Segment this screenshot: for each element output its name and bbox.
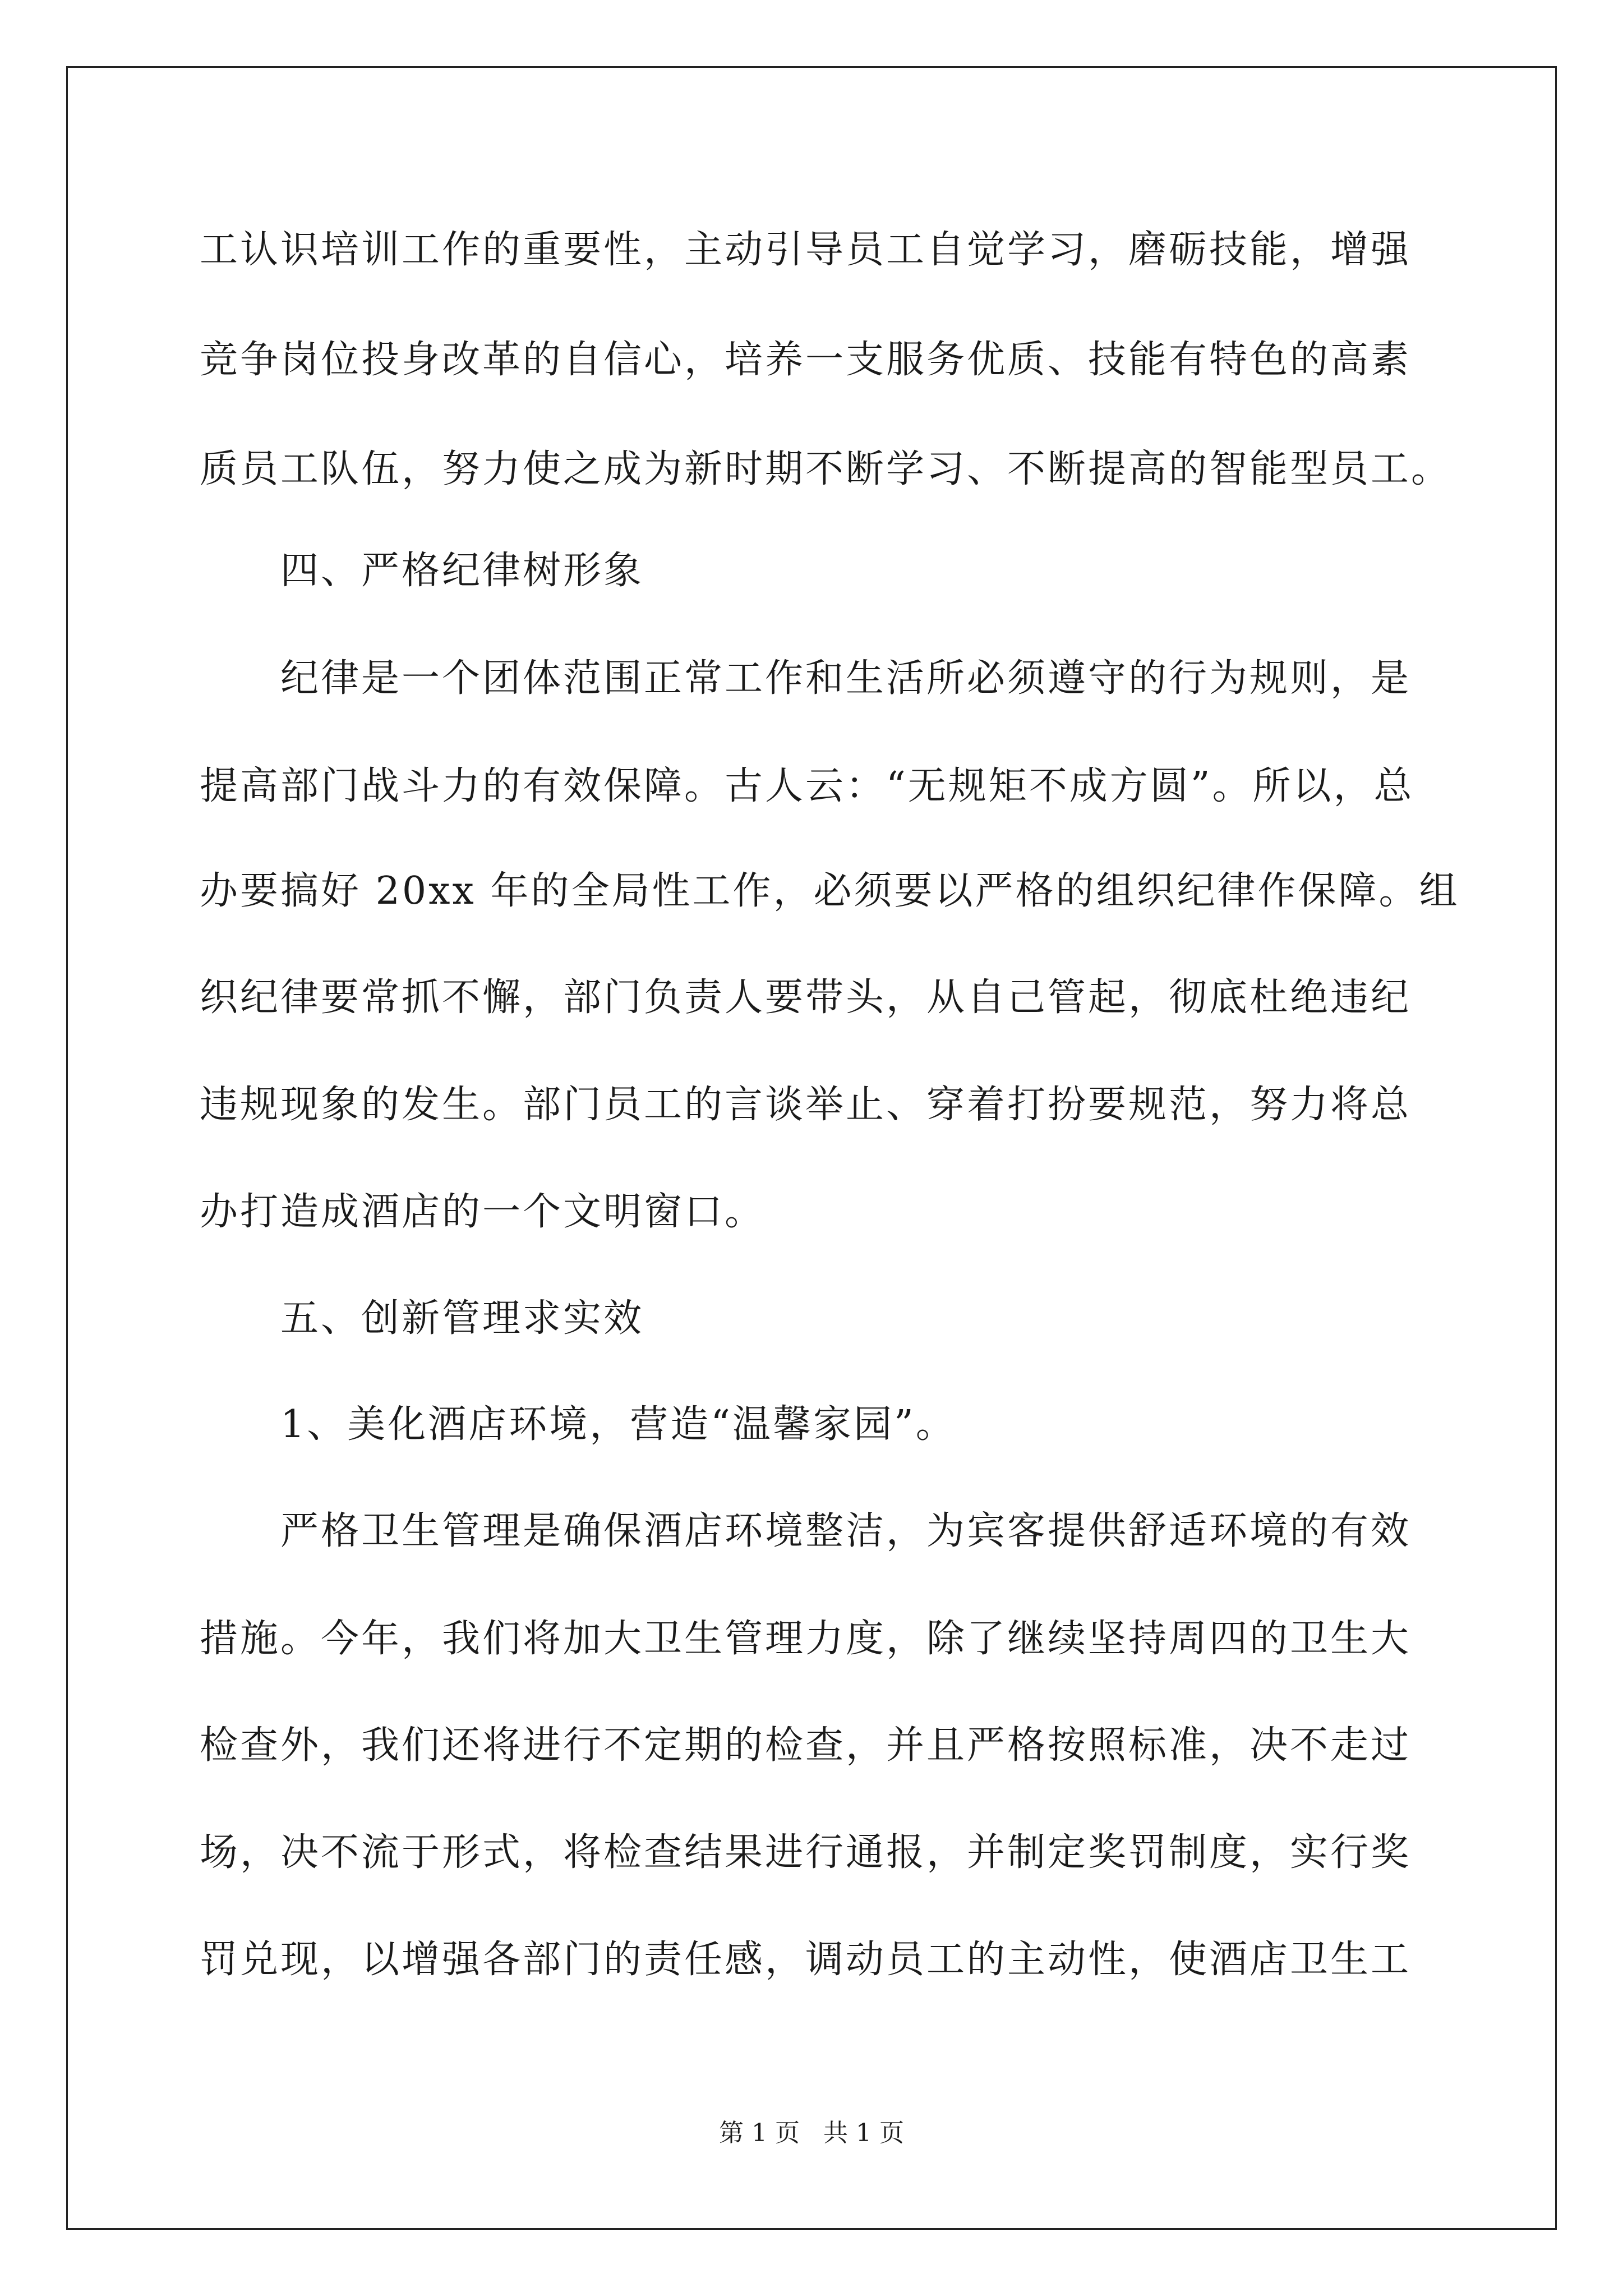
body-text-line-2: 竞争岗位投身改革的自信心，培养一支服务优质、技能有特色的高素	[200, 338, 1412, 382]
subsection-heading-1: 1、美化酒店环境，营造“温馨家园”。	[280, 1402, 956, 1447]
page-number-footer: 第 1 页 共 1 页	[719, 2119, 904, 2147]
body-text-line-17: 罚兑现，以增强各部门的责任感，调动员工的主动性，使酒店卫生工	[200, 1938, 1412, 1982]
page-border	[66, 66, 1557, 2230]
body-text-line-6: 提高部门战斗力的有效保障。古人云：“无规矩不成方圆”。所以，总	[200, 764, 1414, 808]
body-text-line-15: 检查外，我们还将进行不定期的检查，并且严格按照标准，决不走过	[200, 1723, 1412, 1768]
body-text-line-8: 织纪律要常抓不懈，部门负责人要带头，从自己管起，彻底杜绝违纪	[200, 976, 1412, 1020]
body-text-line-16: 场，决不流于形式，将检查结果进行通报，并制定奖罚制度，实行奖	[200, 1830, 1412, 1875]
section-heading-4: 四、严格纪律树形象	[280, 549, 644, 593]
body-text-line-10: 办打造成酒店的一个文明窗口。	[200, 1190, 766, 1234]
body-text-line-5: 纪律是一个团体范围正常工作和生活所必须遵守的行为规则，是	[280, 656, 1412, 701]
body-text-line-3: 质员工队伍，努力使之成为新时期不断学习、不断提高的智能型员工。	[200, 447, 1452, 491]
body-text-line-9: 违规现象的发生。部门员工的言谈举止、穿着打扮要规范，努力将总	[200, 1083, 1412, 1127]
section-heading-5: 五、创新管理求实效	[280, 1296, 644, 1341]
body-text-line-1: 工认识培训工作的重要性，主动引导员工自觉学习，磨砺技能，增强	[200, 228, 1412, 272]
body-text-line-14: 措施。今年，我们将加大卫生管理力度，除了继续坚持周四的卫生大	[200, 1617, 1412, 1661]
body-text-line-13: 严格卫生管理是确保酒店环境整洁，为宾客提供舒适环境的有效	[280, 1509, 1412, 1553]
body-text-line-7: 办要搞好 20xx 年的全局性工作，必须要以严格的组织纪律作保障。组	[200, 869, 1460, 913]
